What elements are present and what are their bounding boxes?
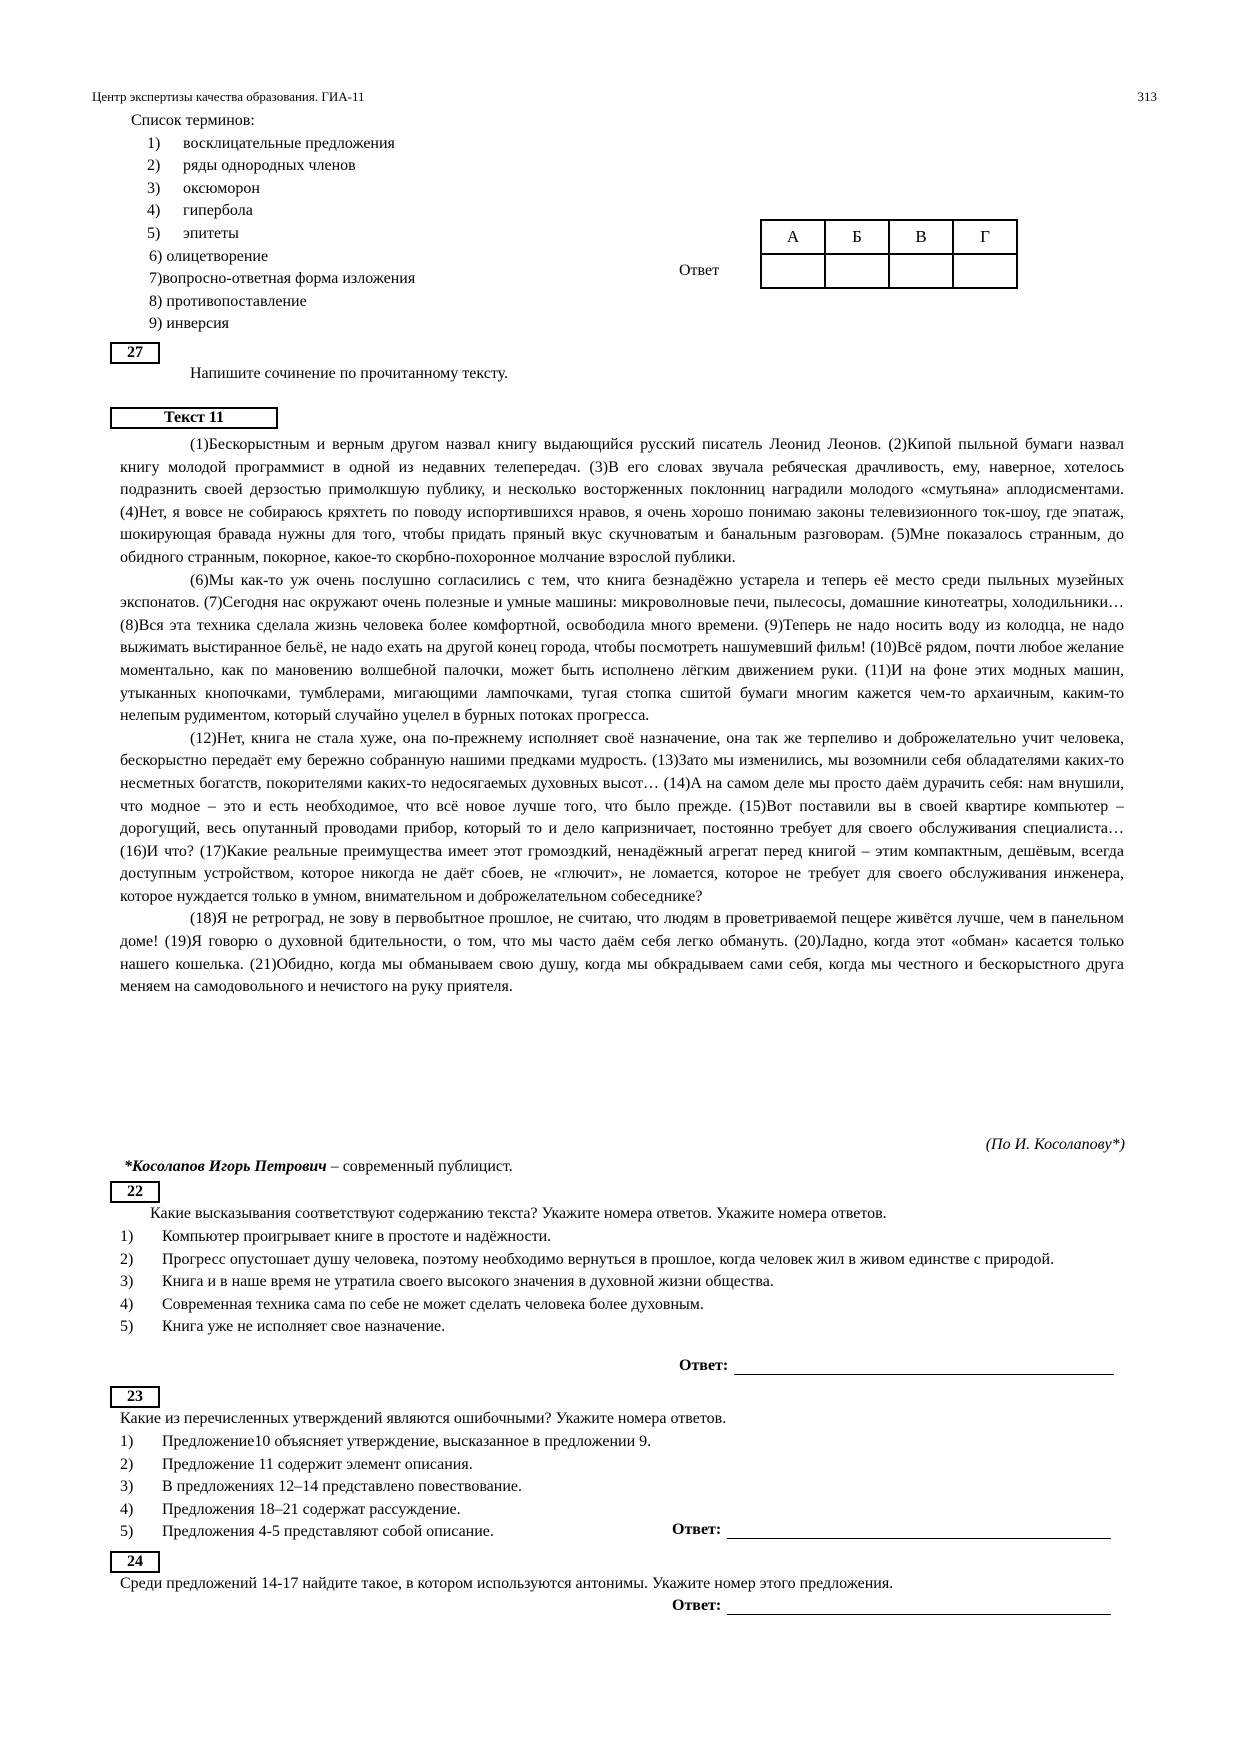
task-23-answer	[672, 1520, 1111, 1539]
answer-option	[120, 1294, 1124, 1317]
term-item	[131, 223, 415, 246]
term-number: 1)	[147, 134, 161, 152]
author-description: – современный публицист.	[326, 1158, 513, 1175]
text-paragraph: (6)Мы как-то уж очень послушно согласились с тем, что книга безнадёжно устарела и теперь её место среди пыльных музейных экспонатов. (7)Сегодня нас окружают очень полезные и умные машины: микроволновые печи, пылесосы, домашние кинотеатры, холодильники… (8)Вся эта техника сделала жизнь человека более комфортной, освободила много времени. (9)Теперь не надо носить воду из колодца, не надо выжимать выстиранное бельё, не надо ехать на другой конец города, чтобы посмотреть нашумевший фильм! (10)Всё рядом, почти любое желание моментально, как по мановению волшебной палочки, может быть исполнено лёгким движением руки. (11)И на фоне этих модных машин, утыканных кнопочками, тумблерами, мигающими лампочками, тугая стопка сшитой бумаги многим кажется чем-то архаичным, каким-то нелепым рудиментом, который случайно уцелел в бурных потоках прогресса.	[120, 571, 1124, 725]
term-item	[131, 246, 415, 269]
term-item	[131, 178, 415, 201]
term-number: 9)	[149, 315, 163, 333]
text-paragraph: (18)Я не ретроград, не зову в первобытное прошлое, не считаю, что людям в проветриваемой пещере живётся лучше, чем в панельном доме! (19)Я говорю о духовной бдительности, о том, что мы часто даём себя легко обмануть. (20)Ладно, когда этот «обман» касается только нашего кошелька. (21)Обидно, когда мы обманываем свою душу, когда мы обкрадываем сами себя, когда мы честного и бескорыстного друга меняем на самодовольного и нечистого на руку приятеля.	[120, 910, 1124, 996]
text-paragraph: (12)Нет, книга не стала хуже, она по-прежнему исполняет своё назначение, она так же терпеливо и доброжелательно учит человека, бескорыстно передаёт ему бережно собранную нашими предками мудрость. (13)Зато мы изменились, мы возомнили себя обладателями каких-то несметных богатств, покорителями каких-то недосягаемых духовных высот… (14)А на самом деле мы просто даём дурачить себя: нам внушили, что модное – это и есть необходимое, что всё новое лучше того, что было прежде. (15)Вот поставили вы в своей квартире компьютер – дорогущий, весь опутанный проводами прибор, который то и дело капризничает, постоянно требует для своего обслуживания специалиста… (16)И что? (17)Какие реальные преимущества имеет этот громоздкий, ненадёжный агрегат перед книгой – этим компактным, дешёвым, всегда доступным устройством, которое никогда не даёт сбоев, не «глючит», не ломается, которое не требует для своего обслуживания инженера, которое нуждается только в умном, внимательном и доброжелательном собеседнике?	[120, 729, 1124, 905]
answer-input-line[interactable]	[727, 1596, 1111, 1615]
option-number: 3)	[120, 1273, 134, 1291]
term-number: 7)	[149, 270, 163, 288]
author-name: *Косолапов Игорь Петрович	[124, 1158, 327, 1175]
answer-option	[120, 1226, 1124, 1249]
term-label: эпитеты	[183, 224, 239, 242]
option-text: Современная техника сама по себе не может сделать человека более духовным.	[162, 1295, 704, 1313]
task-23-question: Какие из перечисленных утверждений являются ошибочными? Укажите номера ответов.	[120, 1410, 727, 1427]
term-number: 2)	[147, 157, 161, 175]
page-number: 313	[1137, 89, 1157, 104]
option-text: Предложение10 объясняет утверждение, высказанное в предложении 9.	[162, 1433, 652, 1450]
answer-option	[120, 1476, 1124, 1499]
essay-instruction: Напишите сочинение по прочитанному тексту.	[190, 365, 509, 382]
option-text: Книга и в наше время не утратила своего высокого значения в духовной жизни общества.	[162, 1273, 774, 1291]
answer-label: Ответ:	[672, 1521, 722, 1538]
answer-option	[120, 1316, 1124, 1339]
text-source: (По И. Косолапову*)	[985, 1136, 1125, 1153]
option-text: Предложение 11 содержит элемент описания.	[162, 1455, 473, 1473]
answer-input-line[interactable]	[734, 1356, 1114, 1375]
term-label: оксюморон	[183, 179, 260, 197]
option-number: 1)	[120, 1228, 134, 1245]
term-number: 4)	[147, 202, 161, 220]
term-label: ряды однородных членов	[183, 157, 356, 175]
term-item	[131, 291, 415, 314]
answer-grid-header: В	[889, 220, 953, 254]
terms-title: Список терминов:	[131, 112, 255, 129]
option-text: Прогресс опустошает душу человека, поэтому необходимо вернуться в прошлое, когда человек жил в живом единстве с природой.	[162, 1250, 1055, 1268]
option-number: 5)	[120, 1318, 134, 1336]
option-number: 5)	[120, 1523, 134, 1541]
answer-option	[120, 1499, 1124, 1522]
term-label: противопоставление	[166, 292, 307, 310]
option-number: 3)	[120, 1478, 134, 1496]
option-text: Предложения 4-5 представляют собой описание.	[162, 1523, 494, 1541]
answer-option	[120, 1454, 1124, 1477]
task-number-27: 27	[110, 342, 160, 364]
term-label: гипербола	[183, 202, 253, 220]
task-22-question: Какие высказывания соответствуют содержанию текста? Укажите номера ответов. Укажите номера ответов.	[150, 1205, 887, 1222]
task-22-options	[120, 1226, 1124, 1339]
term-number: 5)	[147, 224, 161, 242]
term-label: вопросно-ответная форма изложения	[162, 270, 416, 288]
term-label: олицетворение	[166, 247, 269, 265]
answer-option	[120, 1249, 1124, 1272]
option-number: 2)	[120, 1250, 134, 1268]
term-label: инверсия	[166, 315, 230, 333]
option-number: 1)	[120, 1433, 134, 1450]
text-title: Текст 11	[110, 407, 278, 429]
term-item	[131, 200, 415, 223]
text-paragraph: (1)Бескорыстным и верным другом назвал книгу выдающийся русский писатель Леонид Леонов. (2)Кипой пыльной бумаги назвал книгу молодой программист в одной из недавних телепередач. (3)В его словах звучала ребяческая драчливость, ему, наверное, хотелось подразнить своей дерзостью примолкшую публику, и несколько восторженных поклонниц наградили молодого «смутьяна» аплодисментами. (4)Нет, я вовсе не собираюсь кряхтеть по поводу испортившихся нравов, я очень хорошо понимаю законы телевизионного ток-шоу, где эпатаж, шокирующая бравада нужны для того, чтобы придать пряный вкус скучноватым и банальным разговорам. (5)Мне показалось странным, до обидного странным, покорное, какое-то скорбно-похоронное молчание взрослой публики.	[120, 436, 1124, 566]
term-number: 8)	[149, 292, 163, 310]
term-number: 6)	[149, 247, 163, 265]
option-number: 4)	[120, 1295, 134, 1313]
answer-grid	[760, 219, 1018, 289]
term-label: восклицательные предложения	[183, 134, 395, 152]
answer-grid-header: А	[761, 220, 825, 254]
term-item	[131, 133, 415, 156]
option-text: Компьютер проигрывает книге в простоте и надёжности.	[162, 1228, 552, 1245]
page-header-title: Центр экспертизы качества образования. ГИА-11	[92, 89, 365, 104]
task-number-23: 23	[110, 1386, 160, 1408]
answer-label: Ответ:	[679, 1357, 729, 1374]
option-number: 4)	[120, 1500, 134, 1518]
term-item	[131, 155, 415, 178]
answer-grid-label: Ответ	[679, 262, 720, 279]
author-note	[124, 1158, 513, 1176]
task-22-answer	[679, 1356, 1114, 1375]
option-text: Предложения 18–21 содержат рассуждение.	[162, 1500, 461, 1518]
option-text: В предложениях 12–14 представлено повествование.	[162, 1478, 522, 1496]
term-item	[131, 313, 415, 336]
answer-label: Ответ:	[672, 1597, 722, 1614]
task-24-answer	[672, 1596, 1111, 1615]
term-item	[131, 268, 415, 291]
answer-grid-cell[interactable]	[825, 254, 889, 288]
answer-input-line[interactable]	[727, 1520, 1111, 1539]
answer-grid-header: Г	[953, 220, 1017, 254]
task-number-24: 24	[110, 1551, 160, 1573]
option-number: 2)	[120, 1455, 134, 1473]
answer-grid-cell[interactable]	[761, 254, 825, 288]
answer-grid-header: Б	[825, 220, 889, 254]
answer-option	[120, 1431, 1124, 1454]
term-number: 3)	[147, 179, 161, 197]
option-text: Книга уже не исполняет свое назначение.	[162, 1318, 446, 1336]
task-number-22: 22	[110, 1181, 160, 1203]
answer-grid-cell[interactable]	[889, 254, 953, 288]
task-24-question: Среди предложений 14-17 найдите такое, в котором используются антонимы. Укажите номер этого предложения.	[120, 1575, 894, 1592]
terms-list	[131, 110, 415, 336]
text-body	[120, 434, 1124, 999]
answer-option	[120, 1271, 1124, 1294]
answer-grid-cell[interactable]	[953, 254, 1017, 288]
